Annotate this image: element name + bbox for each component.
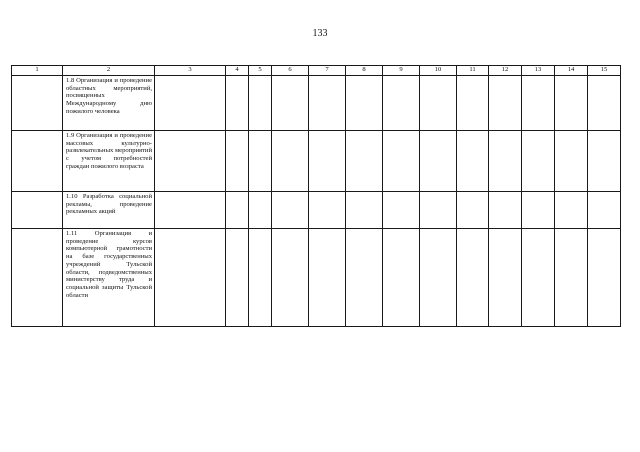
activity-description: 1.11 Организация и проведение курсов компьютерной грамотности на базе государственных учреждений Тульской области, подведомственных министерству труда и социальной защиты Тульской области	[63, 229, 155, 327]
column-number: 2	[63, 66, 155, 76]
column-number: 4	[226, 66, 249, 76]
empty-cell	[457, 192, 489, 229]
column-number: 5	[249, 66, 272, 76]
empty-cell	[522, 229, 555, 327]
empty-cell	[346, 229, 383, 327]
empty-cell	[249, 76, 272, 131]
empty-cell	[309, 76, 346, 131]
empty-cell	[588, 229, 621, 327]
empty-cell	[309, 192, 346, 229]
empty-cell	[12, 131, 63, 192]
column-number: 9	[383, 66, 420, 76]
empty-cell	[522, 76, 555, 131]
empty-cell	[155, 192, 226, 229]
empty-cell	[346, 192, 383, 229]
empty-cell	[249, 192, 272, 229]
empty-cell	[309, 229, 346, 327]
empty-cell	[489, 229, 522, 327]
empty-cell	[555, 76, 588, 131]
empty-cell	[272, 131, 309, 192]
column-number: 10	[420, 66, 457, 76]
column-number: 6	[272, 66, 309, 76]
empty-cell	[588, 76, 621, 131]
activity-plan-table	[11, 65, 621, 327]
empty-cell	[383, 131, 420, 192]
empty-cell	[272, 76, 309, 131]
page-number: 133	[312, 28, 328, 39]
table-row	[12, 192, 621, 229]
empty-cell	[155, 229, 226, 327]
empty-cell	[226, 131, 249, 192]
empty-cell	[489, 131, 522, 192]
column-number: 3	[155, 66, 226, 76]
empty-cell	[555, 192, 588, 229]
empty-cell	[309, 131, 346, 192]
empty-cell	[420, 192, 457, 229]
column-number: 8	[346, 66, 383, 76]
activity-description: 1.8 Организация и проведение областных мероприятий, посвященных Международному дню пожилого человека	[63, 76, 155, 131]
column-number: 12	[489, 66, 522, 76]
column-number: 1	[12, 66, 63, 76]
empty-cell	[383, 76, 420, 131]
column-number: 13	[522, 66, 555, 76]
empty-cell	[383, 192, 420, 229]
empty-cell	[12, 229, 63, 327]
empty-cell	[522, 131, 555, 192]
empty-cell	[588, 131, 621, 192]
empty-cell	[383, 229, 420, 327]
empty-cell	[249, 229, 272, 327]
column-number: 14	[555, 66, 588, 76]
empty-cell	[12, 76, 63, 131]
empty-cell	[155, 131, 226, 192]
empty-cell	[555, 131, 588, 192]
empty-cell	[12, 192, 63, 229]
empty-cell	[155, 76, 226, 131]
empty-cell	[555, 229, 588, 327]
empty-cell	[420, 76, 457, 131]
empty-cell	[420, 229, 457, 327]
empty-cell	[346, 76, 383, 131]
empty-cell	[522, 192, 555, 229]
empty-cell	[588, 192, 621, 229]
empty-cell	[420, 131, 457, 192]
empty-cell	[226, 76, 249, 131]
table-row	[12, 131, 621, 192]
table-row	[12, 76, 621, 131]
empty-cell	[457, 76, 489, 131]
empty-cell	[457, 131, 489, 192]
empty-cell	[226, 229, 249, 327]
empty-cell	[226, 192, 249, 229]
empty-cell	[272, 192, 309, 229]
table-row	[12, 229, 621, 327]
column-number: 15	[588, 66, 621, 76]
column-number: 7	[309, 66, 346, 76]
activity-description: 1.10 Разработка социальной рекламы, проведение рекламных акций	[63, 192, 155, 229]
empty-cell	[457, 229, 489, 327]
empty-cell	[249, 131, 272, 192]
empty-cell	[489, 192, 522, 229]
empty-cell	[272, 229, 309, 327]
column-number: 11	[457, 66, 489, 76]
empty-cell	[346, 131, 383, 192]
activity-description: 1.9 Организация и проведение массовых культурно-развлекательных мероприятий с учетом потребностей граждан пожилого возраста	[63, 131, 155, 192]
empty-cell	[489, 76, 522, 131]
column-number-row	[12, 66, 621, 76]
